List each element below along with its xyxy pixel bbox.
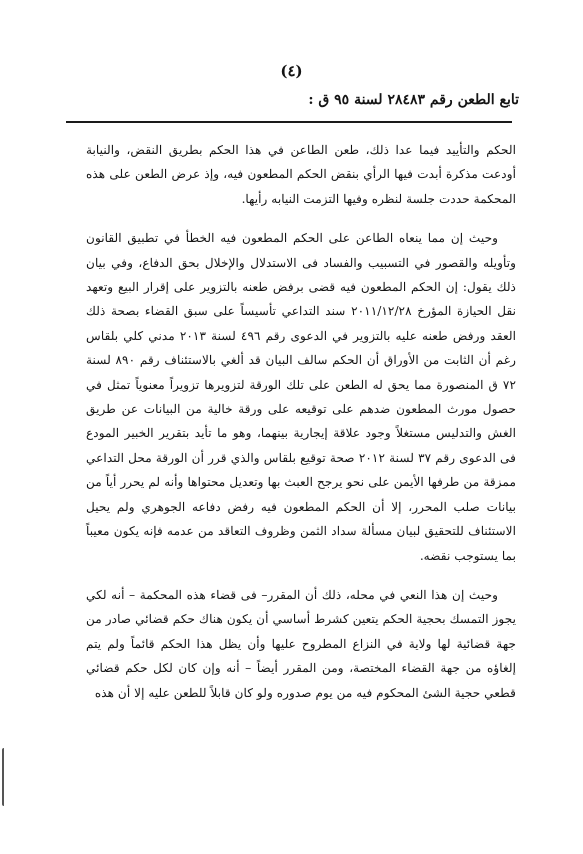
case-header: تابع الطعن رقم ٢٨٤٨٣ لسنة ٩٥ ق : — [308, 92, 519, 108]
paragraph-intro: الحكم والتأييد فيما عدا ذلك، طعن الطاعن في هذا الحكم بطريق النقض، والنيابة أودعت مذكرة أبدت فيها الرأي بنقض الحكم المطعون فيه، وإذ عرض الطعن على هذه المحكمة حددت جلسة لنظره وفيها التزمت النيابه رأيها. — [86, 143, 516, 206]
page-number: (٤) — [280, 62, 303, 80]
scan-edge-mark — [2, 748, 9, 806]
paragraph-ruling: وحيث إن هذا النعي في محله، ذلك أن المقرر– فى قضاء هذه المحكمة – أنه لكي يجوز التمسك بحجية الحكم يتعين كشرط أساسي أن يكون هناك حكم قضائي صادر من جهة قضائية لها ولاية في النزاع المطروح عليها وأن يظل هذا الحكم قائماً ولم يتم إلغاؤه من جهة القضاء المختصة، ومن المقرر أيضاً – أنه وإن كان لكل حكم قضائي قطعي حجية الشئ المحكوم فيه من يوم صدوره ولو كان قابلاً للطعن عليه إلا أن هذه — [86, 587, 516, 700]
document-body — [86, 138, 516, 705]
paragraph-grounds: وحيث إن مما ينعاه الطاعن على الحكم المطعون فيه الخطأ في تطبيق القانون وتأويله والقصور في التسبيب والفساد فى الاستدلال والإخلال بحق الدفاع، وفي بيان ذلك يقول: إن الحكم المطعون فيه قضى برفض طعنه بالتزوير على إقرار البيع وتعهد نقل الحيازة المؤرخ ٢٠١١/١٢/٢٨ سند التداعي تأسيساً على سبق القضاء بصحة ذلك العقد ورفض طعنه عليه بالتزوير في الدعوى رقم ٤٩٦ لسنة ٢٠١٣ مدني كلي بلقاس رغم أن الثابت من الأوراق أن الحكم سالف البيان قد ألغي بالاستئناف رقم ٨٩٠ لسنة ٧٢ ق المنصورة مما يحق له الطعن على تلك الورقة لتزويرها تزويراً معنوياً تمثل في حصول مورث المطعون ضدهم على توقيعه على ورقة خالية من البيانات عن طريق الغش والتدليس مستغلاً وجود علاقة إيجارية بينهما، وهو ما تأيد بتقرير الخبير المودع فى الدعوى رقم ٣٧ لسنة ٢٠١٢ صحة توقيع بلقاس والذي قرر أن الورقة محل التداعي ممزقة من طرفها الأيمن على نحو يرجح العبث بها وتعديل محتواها وأنه لم يحرر أياً من بيانات صلب المحرر، إلا أن الحكم المطعون فيه رفض دفاعه الجوهري ولم يحيل الاستئناف للتحقيق لبيان مسألة سداد الثمن وظروف التعاقد من عدمه فإنه يكون معيباً بما يستوجب نقضه. — [86, 231, 517, 563]
header-rule — [66, 121, 512, 123]
